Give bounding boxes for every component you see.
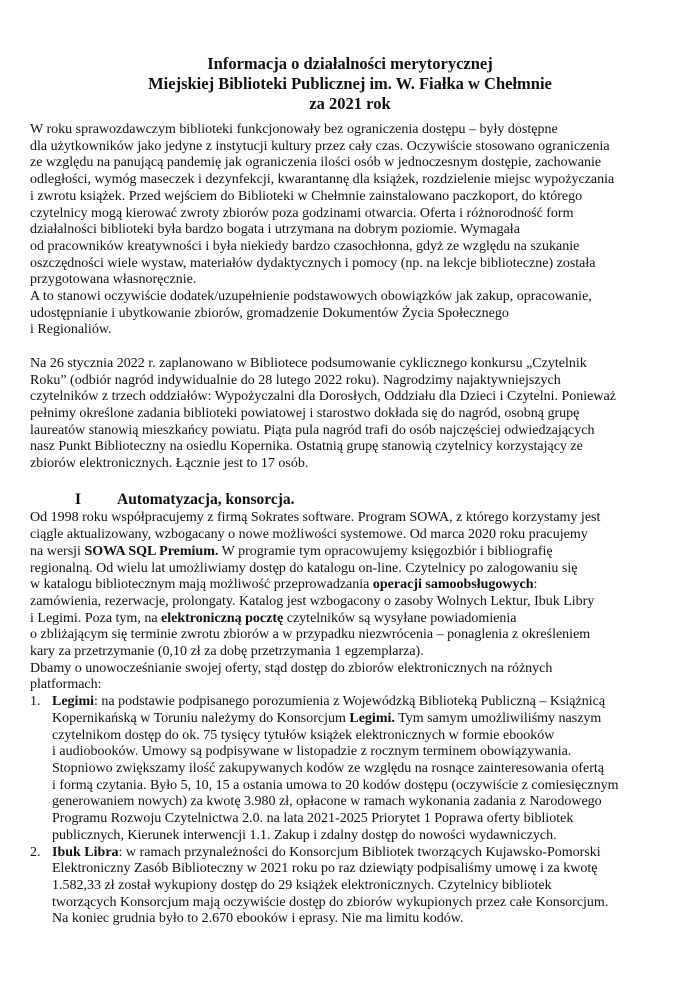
text-line: Dbamy o unowocześnianie swojej oferty, stąd dostęp do zbiorów elektronicznych na różnych [30, 660, 553, 676]
bold-term: Legimi [52, 694, 94, 710]
title-line: za 2021 rok [309, 94, 391, 113]
section-title: Automatyzacja, konsorcja. [117, 491, 295, 509]
text-line: działalności biblioteki była bardzo bogata i utrzymana na dobrym poziomie. Wymagała [30, 222, 520, 238]
text-line: Elektroniczny Zasób Biblioteczny w 2021 roku po raz dziewiąty podpisaliśmy umowę i za kwotę [52, 861, 598, 877]
text-line: Stopniowo zwiększamy ilość zakupywanych kodów ze względu na rosnące zainteresowania ofertą [52, 760, 605, 776]
text-line: A to stanowi oczywiście dodatek/uzupełnienie podstawowych obowiązków jak zakup, opracowanie, [30, 289, 592, 305]
text-line: Programu Rozwoju Czytelnictwa 2.0. na lata 2021-2025 Priorytet 1 Poprawa oferty bibliotek [52, 811, 574, 827]
paragraph-gap [30, 339, 675, 356]
text-line: dla użytkowników jako jedyne z instytucji kultury przez cały czas. Oczywiście stosowano ograniczenia [30, 138, 610, 154]
text-line: czytelników z trzech oddziałów: Wypożyczalni dla Dorosłych, Oddziału dla Dzieci i Czytelni. Ponieważ [30, 389, 616, 405]
text-line [30, 544, 675, 561]
text-line: laureatów stanowią mieszkańcy powiatu. Piąta pula nagród trafi do osób najczęściej odwiedzających [30, 422, 595, 438]
text-line: zamówienia, rezerwacje, prolongaty. Katalog jest wzbogacony o zasoby Wolnych Lektur, Ibuk Libry [30, 593, 595, 609]
text-line: publicznych, Kierunek interwencji 1.1. Zakup i zdalny dostęp do nowości wydawniczych. [52, 827, 557, 843]
text-line: odległości, wymóg maseczek i dezynfekcji, kwarantannę dla książek, rozdzielenie miejsc wypożyczania [30, 172, 615, 188]
text-line: przygotowana własnoręcznie. [30, 272, 197, 288]
text-line: i Regionaliów. [30, 322, 112, 338]
list-marker: 1. [30, 694, 41, 710]
text-line: i formą czytania. Było 5, 10, 15 a ostania umowa to 20 kodów dostępu (oczywiście z comiesięcznym [52, 777, 619, 793]
text-line: Na koniec grudnia było to 2.670 ebooków i eprasy. Nie ma limitu kodów. [52, 911, 464, 927]
text-line: tworzących Konsorcjum mają oczywiście dostęp do zbiorów wykupionych przez całe Konsorcjum. [52, 894, 609, 910]
title-line: Informacja o działalności merytorycznej [207, 54, 493, 73]
text-line: oszczędności wiele wystaw, materiałów dydaktycznych i pomocy (np. na lekcje biblioteczne) została [30, 255, 596, 271]
list-item-ibuk-libra [30, 845, 675, 929]
text-line: Od 1998 roku współpracujemy z firmą Sokrates software. Program SOWA, z którego korzystamy jest [30, 510, 601, 526]
paragraph-gap [30, 473, 675, 490]
document-body [30, 122, 675, 928]
section-heading [30, 491, 675, 509]
text-span: w katalogu bibliotecznym mają możliwość przeprowadzania [30, 577, 373, 593]
text-line [52, 845, 675, 862]
text-span: i Legimi. Poza tym, na [30, 610, 162, 626]
text-line [52, 694, 675, 711]
text-span: W programie tym opracowujemy księgozbiór i bibliografię [218, 543, 553, 559]
text-line [30, 577, 675, 594]
text-line: czytelnicy mogą kierować zwroty zbiorów poza godzinami otwarcia. Oferta i różnorodność form [30, 205, 574, 221]
text-line: o zbliżającym się terminie zwrotu zbiorów a w przypadku niezwrócenia – ponaglenia z określeniem [30, 627, 591, 643]
text-line: Roku” (odbiór nagród indywidualnie do 28 lutego 2022 roku). Nagrodzimy najaktywniejszych [30, 372, 561, 388]
text-line: pełnimy określone zadania biblioteki powiatowej i starostwo dokłada się do nagród, osobną grupę [30, 405, 580, 421]
text-line: generowaniem nowych) za kwotę 3.980 zł, opłacone w ramach wykonania zadania z Narodowego [52, 794, 602, 810]
text-line: czytelnikom dostęp do ok. 75 tysięcy tytułów książek elektronicznych w formie ebooków [52, 727, 555, 743]
text-line: platformach: [30, 677, 102, 693]
text-line [30, 611, 675, 628]
text-span: : [533, 577, 538, 593]
text-line: i zwrotu książek. Przed wejściem do Biblioteki w Chełmnie zainstalowano paczkoport, do którego [30, 188, 583, 204]
section-number: I [75, 491, 82, 509]
text-line: zbiorów elektronicznych. Łącznie jest to 17 osób. [30, 456, 309, 472]
text-line: ze względu na panującą pandemię jak ograniczenia ilości osób w jednoczesnym dostępie, zachowanie [30, 155, 602, 171]
bold-term: elektroniczną pocztę [161, 610, 284, 626]
text-line: Na 26 stycznia 2022 r. zaplanowano w Bibliotece podsumowanie cyklicznego konkursu „Czytelnik [30, 355, 587, 371]
text-line [52, 711, 675, 728]
text-line: nasz Punkt Biblioteczny na osiedlu Kopernika. Ostatnią grupę stanowią czytelnicy korzystający ze [30, 439, 583, 455]
list-item-legimi [30, 694, 675, 844]
text-span: : w ramach przynależności do Konsorcjum Bibliotek tworzących Kujawsko-Pomorski [118, 844, 601, 860]
title-line: Miejskiej Biblioteki Publicznej im. W. Fiałka w Chełmnie [148, 74, 552, 93]
text-line: od pracowników kreatywności i była niekiedy bardzo czasochłonna, gdyż ze względu na szukanie [30, 238, 580, 254]
text-span: : na podstawie podpisanego porozumienia z Wojewódzką Biblioteką Publiczną – Książnicą [94, 694, 606, 710]
text-span: czytelników są wysyłane powiadomienia [283, 610, 517, 626]
text-span: Tym samym umożliwiliśmy naszym [394, 710, 602, 726]
text-line: 1.582,33 zł został wykupiony dostęp do 29 książek elektronicznych. Czytelnicy bibliotek [52, 877, 552, 893]
list-marker: 2. [30, 844, 41, 860]
text-line: ciągle aktualizowany, wzbogacany o nowe możliwości systemowe. Od marca 2020 roku pracujemy [30, 527, 588, 543]
text-line: udostępnianie i ubytkowanie zbiorów, gromadzenie Dokumentów Życia Społecznego [30, 305, 509, 321]
document-title [0, 54, 700, 114]
bold-term: SOWA SQL Premium. [84, 543, 219, 559]
text-span: na wersji [30, 543, 85, 559]
text-line: kary za przetrzymanie (0,10 zł za dobę przetrzymania 1 egzemplarza). [30, 644, 424, 660]
text-line: regionalną. Od wielu lat umożliwiamy dostęp do katalogu on-line. Czytelnicy po zalogowaniu się [30, 560, 578, 576]
text-line: W roku sprawozdawczym biblioteki funkcjonowały bez ograniczenia dostępu – były dostępne [30, 122, 558, 137]
text-span: Kopernikańską w Toruniu należymy do Konsorcjum [52, 710, 350, 726]
bold-term: Ibuk Libra [52, 844, 119, 860]
bold-term: operacji samoobsługowych [372, 577, 534, 593]
bold-term: Legimi. [349, 710, 395, 726]
text-line: i audiobooków. Umowy są podpisywane w listopadzie z rocznym terminem obowiązywania. [52, 744, 572, 760]
